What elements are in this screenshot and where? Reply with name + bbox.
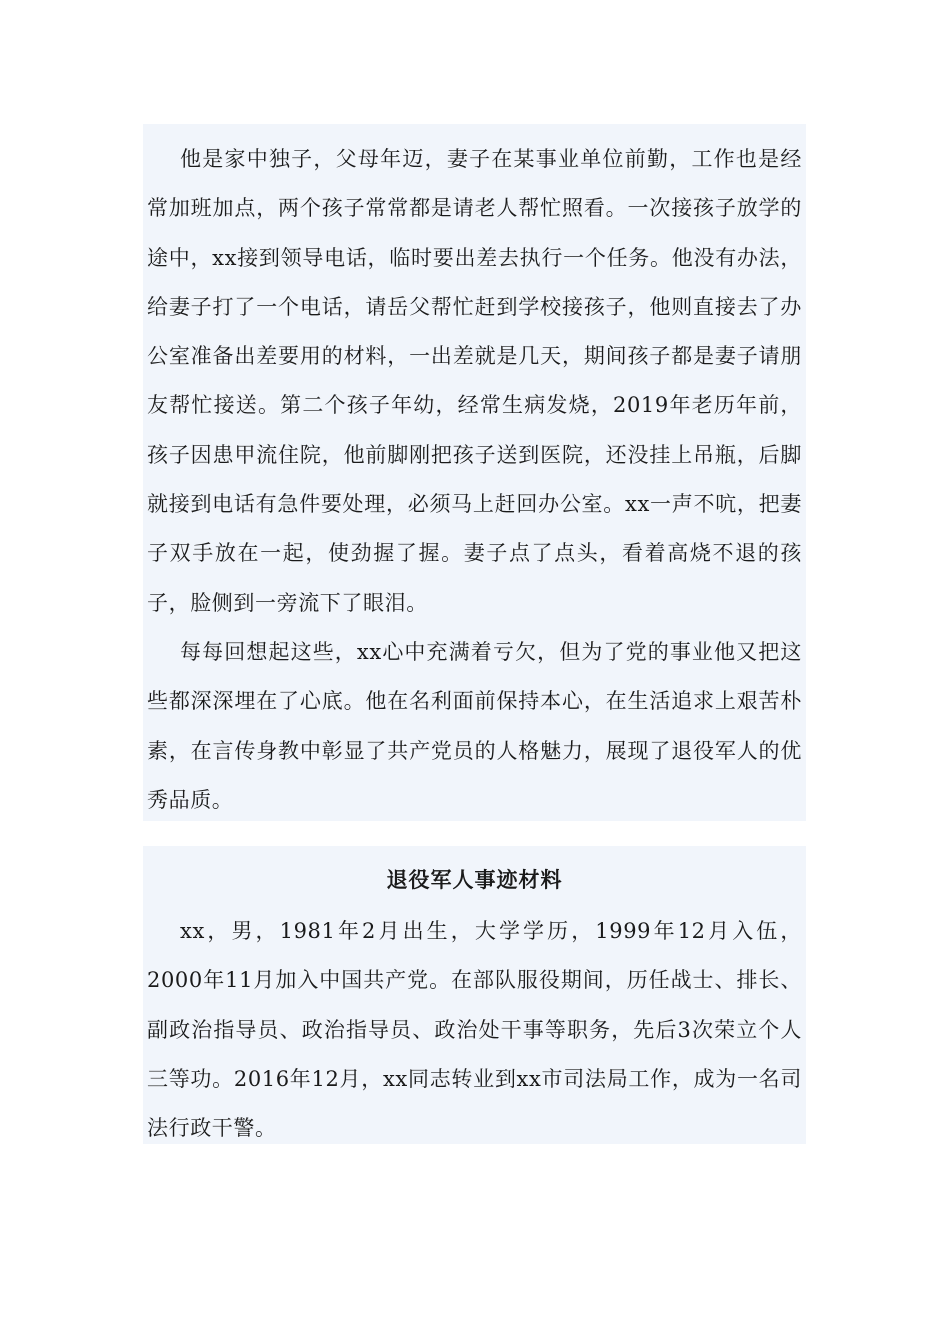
paragraph: 他是家中独子，父母年迈，妻子在某事业单位前勤，工作也是经常加班加点，两个孩子常常都是请老人帮忙照看。一次接孩子放学的途中，xx接到领导电话，临时要出差去执行一个任务。他没有办法，给妻子打了一个电话，请岳父帮忙赶到学校接孩子，他则直接去了办公室准备出差要用的材料，一出差就是几天，期间孩子都是妻子请朋友帮忙接送。第二个孩子年幼，经常生病发烧，2019年老历年前，孩子因患甲流住院，他前脚刚把孩子送到医院，还没挂上吊瓶，后脚就接到电话有急件要处理，必须马上赶回办公室。xx一声不吭，把妻子双手放在一起，使劲握了握。妻子点了点头，看着高烧不退的孩子，脸侧到一旁流下了眼泪。 — [147, 147, 802, 615]
story-section — [143, 124, 806, 821]
paragraph: xx，男，1981年2月出生，大学学历，1999年12月入伍，2000年11月加入中国共产党。在部队服役期间，历任战士、排长、副政治指导员、政治指导员、政治处干事等职务，先后3次荣立个人三等功。2016年12月，xx同志转业到xx市司法局工作，成为一名司法行政干警。 — [147, 919, 802, 1141]
paragraph: 每每回想起这些，xx心中充满着亏欠，但为了党的事业他又把这些都深深埋在了心底。他在名利面前保持本心，在生活追求上艰苦朴素，在言传身教中彰显了共产党员的人格魅力，展现了退役军人的优秀品质。 — [147, 639, 802, 812]
profile-section — [143, 846, 806, 1144]
section-title: 退役军人事迹材料 — [386, 867, 563, 892]
